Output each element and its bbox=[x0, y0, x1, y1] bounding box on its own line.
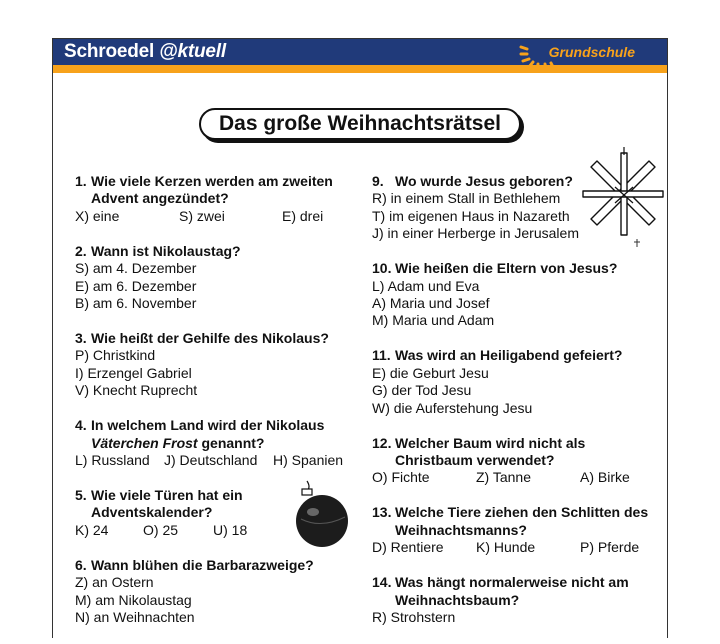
question-6: 6. Wann blühen die Barbarazweige? Z) an Ostern M) am Nikolaustag N) an Weihnachten bbox=[75, 557, 355, 627]
answer-option[interactable]: R) Strohstern bbox=[372, 609, 456, 626]
brand-aktuell: @ktuell bbox=[159, 41, 226, 62]
answer-option[interactable]: A) Birke bbox=[580, 469, 630, 486]
answer-option[interactable]: G) der Tod Jesu bbox=[372, 382, 472, 399]
christmas-ornament-icon bbox=[293, 479, 353, 551]
answer-option[interactable]: T) im eigenen Haus in Nazareth bbox=[372, 207, 570, 224]
answer-option[interactable]: W) die Auferstehung Jesu bbox=[372, 399, 533, 416]
answer-option[interactable]: J) Deutschland bbox=[164, 452, 258, 469]
answer-option[interactable]: S) zwei bbox=[179, 207, 225, 224]
answer-option[interactable]: I) Erzengel Gabriel bbox=[75, 364, 192, 381]
answer-option[interactable]: L) Russland bbox=[75, 452, 150, 469]
answer-option[interactable]: O) 25 bbox=[143, 521, 179, 538]
question-11: 11. Was wird an Heiligabend gefeiert? E) die Geburt Jesu G) der Tod Jesu W) die Auferstehung Jesu bbox=[372, 347, 672, 417]
question-5: 5. Wie viele Türen hat ein Adventskalender? K) 24 O) 25 U) 18 bbox=[75, 487, 248, 538]
answer-option[interactable]: Z) Tanne bbox=[476, 469, 531, 486]
header-stripe bbox=[53, 65, 667, 73]
straw-star-icon bbox=[581, 147, 665, 247]
page-title bbox=[199, 108, 521, 140]
answer-option[interactable]: B) am 6. November bbox=[75, 295, 197, 312]
question-2: 2. Wann ist Nikolaustag? S) am 4. Dezember E) am 6. Dezember B) am 6. November bbox=[75, 243, 355, 313]
answer-option[interactable]: K) 24 bbox=[75, 521, 109, 538]
brand-logo bbox=[64, 41, 226, 63]
answer-option[interactable]: E) am 6. Dezember bbox=[75, 277, 197, 294]
question-1: 1. Wie viele Kerzen werden am zweiten Advent angezündet? X) eine S) zwei E) drei bbox=[75, 173, 333, 224]
header-band bbox=[53, 39, 667, 65]
worksheet bbox=[52, 38, 668, 638]
answer-option[interactable]: N) an Weihnachten bbox=[75, 609, 195, 626]
answer-option[interactable]: O) Fichte bbox=[372, 469, 430, 486]
answer-option[interactable]: L) Adam und Eva bbox=[372, 277, 480, 294]
answer-option[interactable]: E) die Geburt Jesu bbox=[372, 364, 489, 381]
title-text: Das große Weihnachtsrätsel bbox=[218, 112, 502, 135]
answer-option[interactable]: M) am Nikolaustag bbox=[75, 591, 192, 608]
answer-option[interactable]: J) in einer Herberge in Jerusalem bbox=[372, 225, 579, 242]
grundschule-label: Grundschule bbox=[548, 44, 635, 60]
answer-option[interactable]: M) Maria und Adam bbox=[372, 312, 495, 329]
answer-option[interactable]: S) am 4. Dezember bbox=[75, 260, 197, 277]
answer-option[interactable]: P) Pferde bbox=[580, 539, 640, 556]
question-12: 12. Welcher Baum wird nicht als Christbaum verwendet? O) Fichte Z) Tanne A) Birke bbox=[372, 434, 630, 486]
answer-option[interactable]: U) 18 bbox=[213, 521, 248, 538]
question-10: 10. Wie heißen die Eltern von Jesus? L) Adam und Eva A) Maria und Josef M) Maria und Adam bbox=[372, 260, 672, 330]
answer-option[interactable]: Z) an Ostern bbox=[75, 574, 154, 591]
answer-option[interactable]: D) Rentiere bbox=[372, 539, 444, 556]
answer-option[interactable]: V) Knecht Ruprecht bbox=[75, 382, 198, 399]
answer-option[interactable]: K) Hunde bbox=[476, 539, 536, 556]
answer-option[interactable]: X) eine bbox=[75, 207, 120, 224]
question-13: 13. Welche Tiere ziehen den Schlitten des Weihnachtsmanns? D) Rentiere K) Hunde P) Pferde bbox=[372, 504, 649, 556]
question-3: 3. Wie heißt der Gehilfe des Nikolaus? P) Christkind I) Erzengel Gabriel V) Knecht Ruprecht bbox=[75, 330, 355, 400]
answer-option[interactable]: P) Christkind bbox=[75, 347, 156, 364]
question-4: 4. In welchem Land wird der Nikolaus Väterchen Frost genannt? L) Russland J) Deutschland H) Spanien bbox=[75, 417, 344, 469]
answer-option[interactable]: H) Spanien bbox=[273, 452, 344, 469]
question-9: 9. Wo wurde Jesus geboren? R) in einem Stall in Bethlehem T) im eigenen Haus in Nazareth J) in einer Herberge in Jerusalem bbox=[372, 173, 672, 243]
question-14: 14. Was hängt normalerweise nicht am Weihnachtsbaum? R) Strohstern bbox=[372, 574, 672, 626]
questions-left bbox=[75, 173, 355, 644]
answer-option[interactable]: R) in einem Stall in Bethlehem bbox=[372, 190, 561, 207]
answer-option[interactable]: E) drei bbox=[282, 207, 324, 224]
brand-name: Schroedel bbox=[64, 41, 160, 62]
answer-option[interactable]: A) Maria und Josef bbox=[372, 295, 490, 312]
